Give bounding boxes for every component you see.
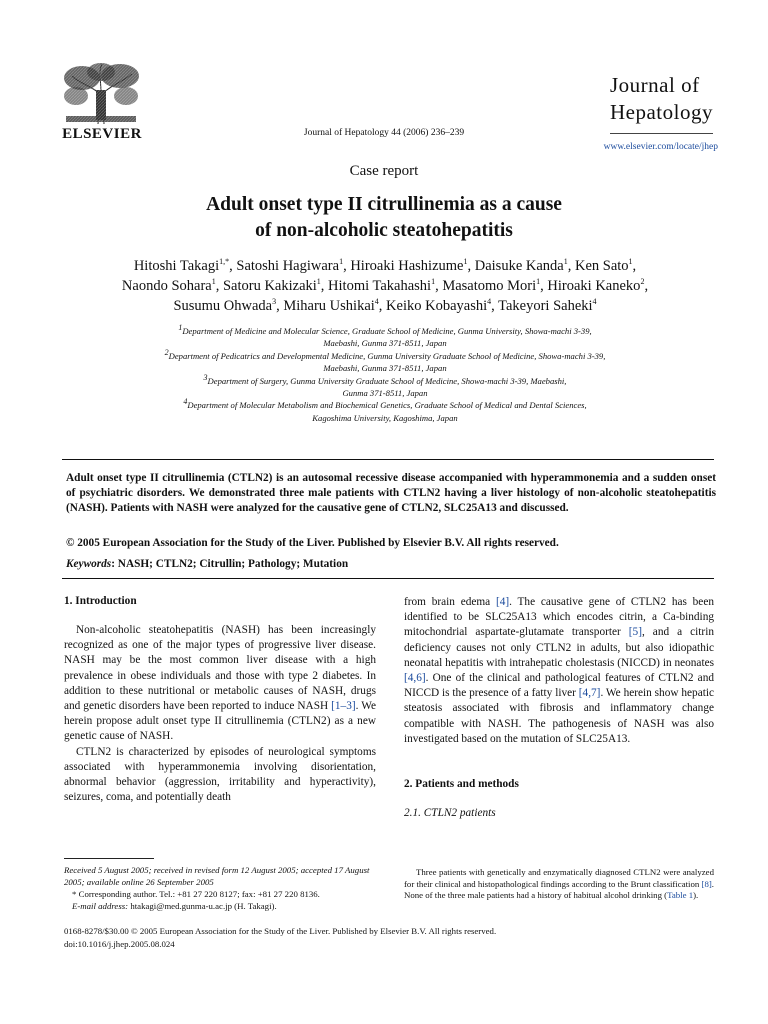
ref-link-4-7[interactable]: [4,7] <box>578 687 601 700</box>
section-heading-introduction: 1. Introduction <box>64 595 137 607</box>
author-separator: , <box>435 278 443 294</box>
keywords-list: : NASH; CTLN2; Citrullin; Pathology; Mutation <box>111 558 349 570</box>
journal-title-line2: Hepatology <box>610 100 713 124</box>
affiliation <box>60 372 710 400</box>
author-list <box>60 256 710 316</box>
journal-title <box>610 72 720 126</box>
email-label: E-mail address: <box>72 901 129 911</box>
journal-url-link[interactable]: www.elsevier.com/locate/jhep <box>603 142 718 152</box>
author-name: Daisuke Kanda <box>474 258 564 274</box>
article-title <box>0 192 768 244</box>
author-affiliation-marker: 4 <box>487 297 492 307</box>
abstract-copyright: © 2005 European Association for the Study of the Liver. Published by Elsevier B.V. All rights reserved. <box>66 537 559 549</box>
author-affiliation-marker: 1 <box>628 257 633 267</box>
affiliation-number: 4 <box>183 397 188 407</box>
author-affiliation-marker: 1 <box>339 257 344 267</box>
article-title-line1: Adult onset type II citrullinemia as a cause <box>206 194 562 215</box>
affiliation <box>60 347 710 375</box>
affiliation-line-1: Department of Medicine and Molecular Science, Graduate School of Medicine, Gunma University, Showa-machi 3-39, <box>182 326 592 336</box>
affiliation-number: 1 <box>178 323 183 333</box>
section-heading-patients-methods: 2. Patients and methods <box>404 778 519 791</box>
author-separator: , <box>378 298 387 314</box>
intro-continued-paragraph <box>404 595 714 747</box>
affiliation-line-1: Department of Molecular Metabolism and Biochemical Genetics, Graduate School of Medical and Dental Sciences, <box>187 400 587 411</box>
affiliation-line-1: Department of Pedicatrics and Developmental Medicine, Gunma University Graduate School of Medicine, Showa-machi 3-39, <box>168 350 606 361</box>
author-name: Hiroaki Kaneko <box>547 278 641 294</box>
author-affiliation-marker: 4 <box>592 297 597 307</box>
affiliation-line-2: Kagoshima University, Kagoshima, Japan <box>312 412 458 423</box>
author-affiliation-marker: 1 <box>316 277 321 287</box>
author-email <box>64 900 376 912</box>
author-affiliation-marker: 2 <box>640 277 645 287</box>
ctln2-patients-paragraph <box>404 867 714 902</box>
issn-copyright-line: 0168-8278/$30.00 © 2005 European Association for the Study of the Liver. Published by Elsevier B.V. All rights reserved. <box>64 926 497 936</box>
ref-link-8[interactable]: [8] <box>701 878 712 889</box>
article-title-line2: of non-alcoholic steatohepatitis <box>255 220 513 241</box>
author-affiliation-marker: 1,* <box>219 257 230 267</box>
abstract-text: Adult onset type II citrullinemia (CTLN2) is an autosomal recessive disease accompanied with hyperammonemia and a sudden onset of psychiatric disorders. We demonstrated three male patients with CTLN2 having a liver histology of non-alcoholic steatohepatitis (NASH). Patients with NASH were analyzed for the causative gene of CTLN2, SLC25A13 and discussed. <box>66 472 716 515</box>
page-footer <box>64 925 714 951</box>
intro-paragraph-1 <box>64 623 376 745</box>
intro-p1-text-b: . We herein propose adult onset type II citrullinemia (CTLN2) as a new genetic cause of NASH. <box>64 700 377 743</box>
author-separator: , <box>276 298 284 314</box>
rc-text-3: , and a citrin deficiency causes not only CTLN2 in adults, but also idiopathic neonatal hepatitis with intrahepatic cholestasis (NICCD) in neonates <box>404 626 714 669</box>
keywords-label: Keywords <box>66 558 112 570</box>
ref-link-4-6[interactable]: [4,6] <box>404 672 426 685</box>
author-affiliation-marker: 1 <box>563 257 568 267</box>
author-separator: , <box>540 278 548 294</box>
rc-text-2: . The causative gene of CTLN2 has been identified to be SLC25A13 which encodes citrin, a Ca-binding mitochondrial aspartate-glutamate transporter <box>404 596 714 639</box>
intro-p1-text-a: Non-alcoholic steatohepatitis (NASH) has been increasingly recognized as one of the major types of progressive liver disease. NASH may be the most common liver disease with a high prevalence in obese individuals and those with type 2 diabetes. In addition to these nutritional or metabolic causes of NASH, drugs and genetic disorders have been reported to induce NASH <box>64 624 376 713</box>
author-name: Miharu Ushikai <box>283 298 375 314</box>
affiliation-line-2: Maebashi, Gunma 371-8511, Japan <box>323 363 447 374</box>
small-text-1: Three patients with genetically and enzymatically diagnosed CTLN2 were analyzed for their clinical and histopathological findings according to the Brunt classification <box>404 867 714 889</box>
author-name: Satoshi Hagiwara <box>236 258 340 274</box>
ref-link-5[interactable]: [5] <box>628 626 642 639</box>
author-affiliation-marker: 4 <box>374 297 379 307</box>
affiliation <box>60 325 710 350</box>
subsection-heading-ctln2-patients: 2.1. CTLN2 patients <box>404 807 496 820</box>
author-name: Masatomo Mori <box>442 278 537 294</box>
rc-text-5: . We herein show hepatic steatosis associated with fibrosis and inflammatory change compatible with NASH. The pathogenesis of NASH was also investigated based on the mutation of SLC25A13. <box>404 687 714 745</box>
small-text-2: . None of the three male patients had a history of habitual alcohol drinking ( <box>404 878 714 901</box>
affiliation-number: 3 <box>203 372 208 382</box>
ref-link-4[interactable]: [4] <box>495 596 510 608</box>
author-affiliation-marker: 1 <box>211 277 216 287</box>
affiliation-line-2: Gunma 371-8511, Japan <box>342 388 428 399</box>
author-name: Ken Sato <box>574 258 629 274</box>
affiliation-list <box>60 325 710 424</box>
abstract-bottom-rule <box>62 578 714 579</box>
corresponding-author: * Corresponding author. Tel.: +81 27 220 8127; fax: +81 27 220 8136. <box>72 889 320 899</box>
email-address-link[interactable]: htakagi@med.gunma-u.ac.jp (H. Takagi). <box>128 901 277 911</box>
rc-text-4: . One of the clinical and pathological features of CTLN2 and NICCD is the presence of a fatty liver <box>404 672 714 700</box>
author-name: Susumu Ohwada <box>173 298 273 314</box>
affiliation-number: 2 <box>164 347 169 357</box>
affiliation-line-2: Maebashi, Gunma 371-8511, Japan <box>323 338 447 349</box>
footnote-rule <box>64 858 154 859</box>
doi-line: doi:10.1016/j.jhep.2005.08.024 <box>64 939 175 949</box>
right-column <box>404 595 714 819</box>
author-affiliation-marker: 1 <box>431 277 436 287</box>
journal-title-rule <box>610 133 713 134</box>
author-affiliation-marker: 1 <box>463 257 468 267</box>
author-affiliation-marker: 1 <box>536 277 541 287</box>
small-text-3: ). <box>693 890 699 901</box>
author-separator: , <box>632 258 637 274</box>
author-name: Hiroaki Hashizume <box>350 258 464 274</box>
left-column <box>64 595 376 805</box>
author-separator: , <box>320 278 329 294</box>
footnotes <box>64 864 376 912</box>
author-name: Takeyori Saheki <box>498 298 593 314</box>
author-name: Naondo Sohara <box>121 278 212 294</box>
publisher-name: ELSEVIER <box>62 126 142 142</box>
author-separator: , <box>229 258 237 274</box>
author-separator: , <box>644 278 649 294</box>
intro-paragraph-2: CTLN2 is characterized by episodes of neurological symptoms associated with hyperammonemia involving disorientation, abnormal behavior (aggression, irritability and hyperactivity), seizures, coma, and potentially death <box>64 745 376 804</box>
abstract-top-rule <box>62 459 714 460</box>
affiliation <box>60 399 710 424</box>
author-name: Hitoshi Takagi <box>133 258 220 274</box>
author-separator: , <box>215 278 223 294</box>
author-name: Keiko Kobayashi <box>386 298 488 314</box>
author-name: Satoru Kakizaki <box>222 278 317 294</box>
author-separator: , <box>343 258 351 274</box>
author-separator: , <box>491 298 499 314</box>
author-name: Hitomi Takahashi <box>328 278 432 294</box>
table-1-link[interactable]: Table 1 <box>667 890 694 901</box>
received-dates: Received 5 August 2005; received in revised form 12 August 2005; accepted 17 August 2005; available online 26 September 2005 <box>64 865 370 887</box>
ref-link-1-3[interactable]: [1–3] <box>331 700 356 713</box>
keywords <box>66 558 716 570</box>
journal-citation: Journal of Hepatology 44 (2006) 236–239 <box>303 128 465 138</box>
rc-text-1: from brain edema <box>404 596 496 608</box>
author-separator: , <box>567 258 575 274</box>
journal-title-line1: Journal of <box>610 73 700 97</box>
affiliation-line-1: Department of Surgery, Gunma University Graduate School of Medicine, Showa-machi 3-39, Maebashi, <box>207 375 567 386</box>
article-type: Case report <box>349 163 419 179</box>
author-separator: , <box>467 258 475 274</box>
author-affiliation-marker: 3 <box>272 297 277 307</box>
